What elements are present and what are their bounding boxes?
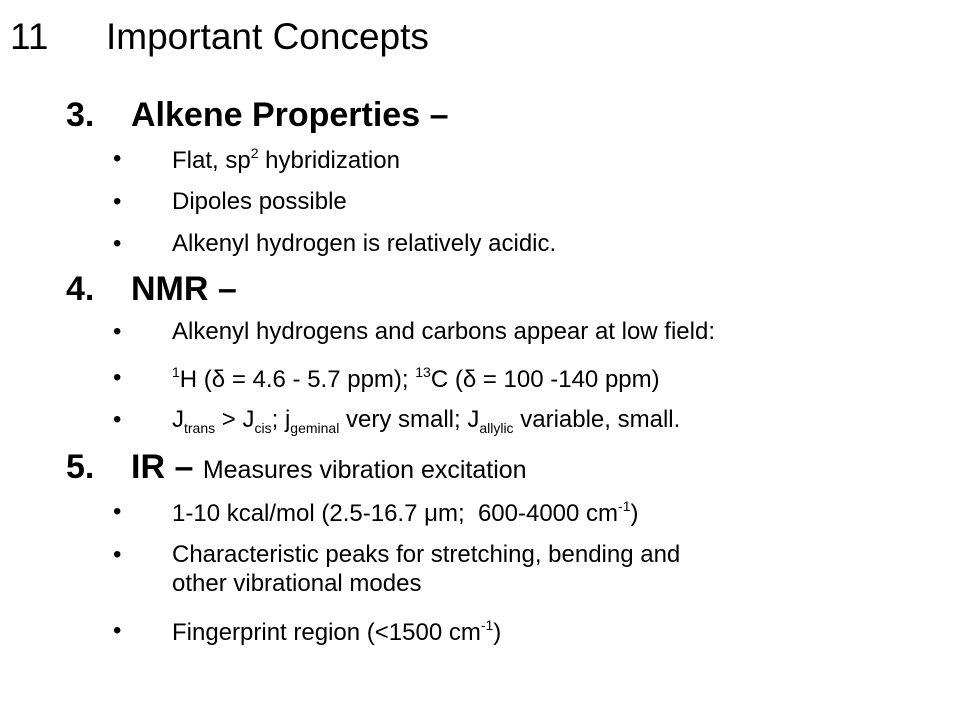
bullet-text: $^1$H (δ = 4.6 - 5.7 ppm); $^{13}$C (δ = 100 -140 ppm) bbox=[172, 364, 660, 393]
slide-title: Important Concepts bbox=[106, 16, 429, 57]
bullet-text: Dipoles possible bbox=[172, 188, 347, 215]
section-number: 3. bbox=[66, 96, 95, 134]
bullet-icon: • bbox=[113, 364, 122, 391]
bullet-icon: • bbox=[113, 145, 122, 172]
bullet-text: Fingerprint region (<1500 $cm^{-1}$) bbox=[172, 617, 502, 646]
bullet-icon: • bbox=[113, 498, 122, 525]
bullet-text: $J_{trans} > J_{cis}$; $j_{geminal}$ very small; $J_{allylic}$ variable, small. bbox=[172, 406, 681, 436]
section-heading: IR – bbox=[131, 448, 194, 486]
bullet-text: other vibrational modes bbox=[172, 570, 422, 597]
section-number: 4. bbox=[66, 270, 95, 308]
bullet-text: 1-10 kcal/mol (2.5-16.7 μm; 600-4000 $cm^{-1}$) bbox=[172, 498, 639, 527]
bullet-text: Flat, $sp^2$ hybridization bbox=[172, 145, 400, 174]
section-heading: Alkene Properties – bbox=[131, 96, 449, 134]
bullet-icon: • bbox=[113, 406, 122, 433]
bullet-icon: • bbox=[113, 541, 122, 568]
bullet-icon: • bbox=[113, 230, 122, 257]
bullet-text: Alkenyl hydrogen is relatively acidic. bbox=[172, 230, 557, 257]
slide-number: 11 bbox=[10, 16, 49, 57]
bullet-icon: • bbox=[113, 188, 122, 215]
section-heading: NMR – bbox=[131, 270, 237, 308]
bullet-icon: • bbox=[113, 617, 122, 644]
section-subheading: Measures vibration excitation bbox=[202, 456, 527, 484]
bullet-text: Characteristic peaks for stretching, bending and bbox=[172, 541, 681, 568]
bullet-text: Alkenyl hydrogens and carbons appear at low field: bbox=[172, 318, 715, 345]
bullet-icon: • bbox=[113, 318, 122, 345]
section-number: 5. bbox=[66, 448, 95, 486]
